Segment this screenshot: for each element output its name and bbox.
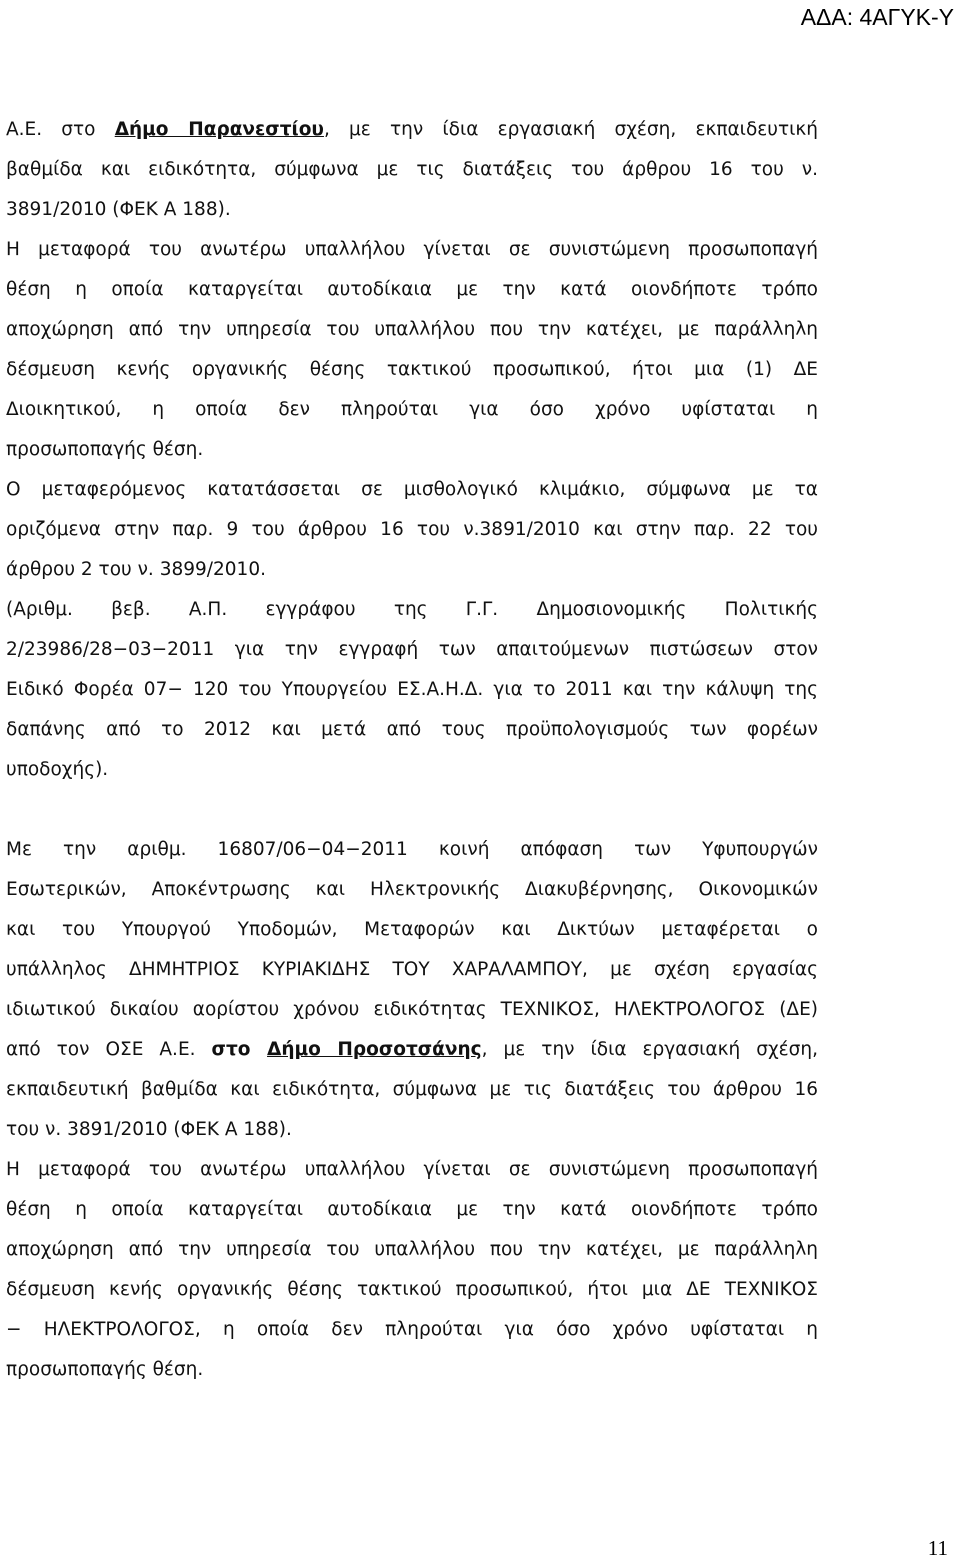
text-line: − ΗΛΕΚΤΡΟΛΟΓΟΣ, η οποία δεν πληρούται για όσο χρόνο υφίσταται η: [6, 1319, 818, 1340]
text-line: [6, 1030, 818, 1070]
text-line: [6, 110, 818, 150]
text-line: αποχώρηση από την υπηρεσία του υπαλλήλου που την κατέχει, με παράλληλη: [6, 319, 818, 340]
text-line: Ειδικό Φορέα 07− 120 του Υπουργείου ΕΣ.Α.Η.Δ. για το 2011 και την κάλυψη της: [6, 679, 818, 700]
paragraph-1: [6, 110, 818, 230]
municipality-name: Δήμο Προσοτσάνης: [267, 1039, 482, 1060]
text-line: 2/23986/28−03−2011 για την εγγραφή των απαιτούμενων πιστώσεων στον: [6, 639, 818, 660]
text-run: , με την ίδια εργασιακή σχέση, εκπαιδευτική: [323, 119, 818, 140]
paragraph-4: [6, 590, 818, 790]
text-line: δαπάνης από το 2012 και μετά από τους προϋπολογισμούς των φορέων: [6, 719, 818, 740]
text-line: οριζόμενα στην παρ. 9 του άρθρου 16 του ν.3891/2010 και στην παρ. 22 του: [6, 519, 818, 540]
text-line: ιδιωτικού δικαίου αορίστου χρόνου ειδικότητας ΤΕΧΝΙΚΟΣ, ΗΛΕΚΤΡΟΛΟΓΟΣ (ΔΕ): [6, 999, 818, 1020]
municipality-name: Δήμο Παρανεστίου: [114, 119, 324, 140]
text-line: δέσμευση κενής οργανικής θέσης τακτικού προσωπικού, ήτοι μια ΔΕ ΤΕΧΝΙΚΟΣ: [6, 1279, 818, 1300]
text-line: Η μεταφορά του ανωτέρω υπαλλήλου γίνεται σε συνιστώμενη προσωποπαγή: [6, 1159, 818, 1180]
text-line: δέσμευση κενής οργανικής θέσης τακτικού προσωπικού, ήτοι μια (1) ΔΕ: [6, 359, 818, 380]
text-line: εκπαιδευτική βαθμίδα και ειδικότητα, σύμφωνα με τις διατάξεις του άρθρου 16: [6, 1079, 818, 1100]
text-line: προσωποπαγής θέση.: [6, 1359, 204, 1380]
text-line: αποχώρηση από την υπηρεσία του υπαλλήλου που την κατέχει, με παράλληλη: [6, 1239, 818, 1260]
text-line: και του Υπουργού Υποδομών, Μεταφορών και Δικτύων μεταφέρεται ο: [6, 919, 818, 940]
paragraph-2: [6, 230, 818, 470]
paragraph-5: [6, 830, 818, 1150]
text-line: θέση η οποία καταργείται αυτοδίκαια με την κατά οιονδήποτε τρόπο: [6, 279, 818, 300]
text-line: Η μεταφορά του ανωτέρω υπαλλήλου γίνεται σε συνιστώμενη προσωποπαγή: [6, 239, 818, 260]
text-line: θέση η οποία καταργείται αυτοδίκαια με την κατά οιονδήποτε τρόπο: [6, 1199, 818, 1220]
text-line: Ο μεταφερόμενος κατατάσσεται σε μισθολογικό κλιμάκιο, σύμφωνα με τα: [6, 479, 818, 500]
page-number: 11: [927, 1536, 948, 1560]
text-run: από τον ΟΣΕ Α.Ε.: [6, 1039, 212, 1060]
text-line: 3891/2010 (ΦΕΚ Α 188).: [6, 199, 231, 220]
text-run: , με την ίδια εργασιακή σχέση,: [481, 1039, 818, 1060]
text-line: υπάλληλος ΔΗΜΗΤΡΙΟΣ ΚΥΡΙΑΚΙΔΗΣ ΤΟΥ ΧΑΡΑΛΑΜΠΟΥ, με σχέση εργασίας: [6, 959, 818, 980]
text-line: του ν. 3891/2010 (ΦΕΚ Α 188).: [6, 1119, 292, 1140]
paragraph-6: [6, 1150, 818, 1390]
text-line: βαθμίδα και ειδικότητα, σύμφωνα με τις διατάξεις του άρθρου 16 του ν.: [6, 159, 818, 180]
paragraph-3: [6, 470, 818, 590]
paragraph-spacer: [6, 790, 818, 830]
document-body: [6, 110, 818, 1390]
text-line: υποδοχής).: [6, 759, 109, 780]
text-line: Με την αριθμ. 16807/06−04−2011 κοινή απόφαση των Υφυπουργών: [6, 839, 818, 860]
ada-code-header: ΑΔΑ: 4ΑΓΥΚ-Υ: [800, 4, 954, 30]
text-run: στο: [211, 1039, 268, 1060]
text-line: (Αριθμ. βεβ. Α.Π. εγγράφου της Γ.Γ. Δημοσιονομικής Πολιτικής: [6, 599, 818, 620]
text-line: Εσωτερικών, Αποκέντρωσης και Ηλεκτρονικής Διακυβέρνησης, Οικονομικών: [6, 879, 818, 900]
text-line: προσωποπαγής θέση.: [6, 439, 204, 460]
text-line: άρθρου 2 του ν. 3899/2010.: [6, 559, 266, 580]
text-run: Α.Ε. στο: [6, 119, 115, 140]
text-line: Διοικητικού, η οποία δεν πληρούται για όσο χρόνο υφίσταται η: [6, 399, 818, 420]
